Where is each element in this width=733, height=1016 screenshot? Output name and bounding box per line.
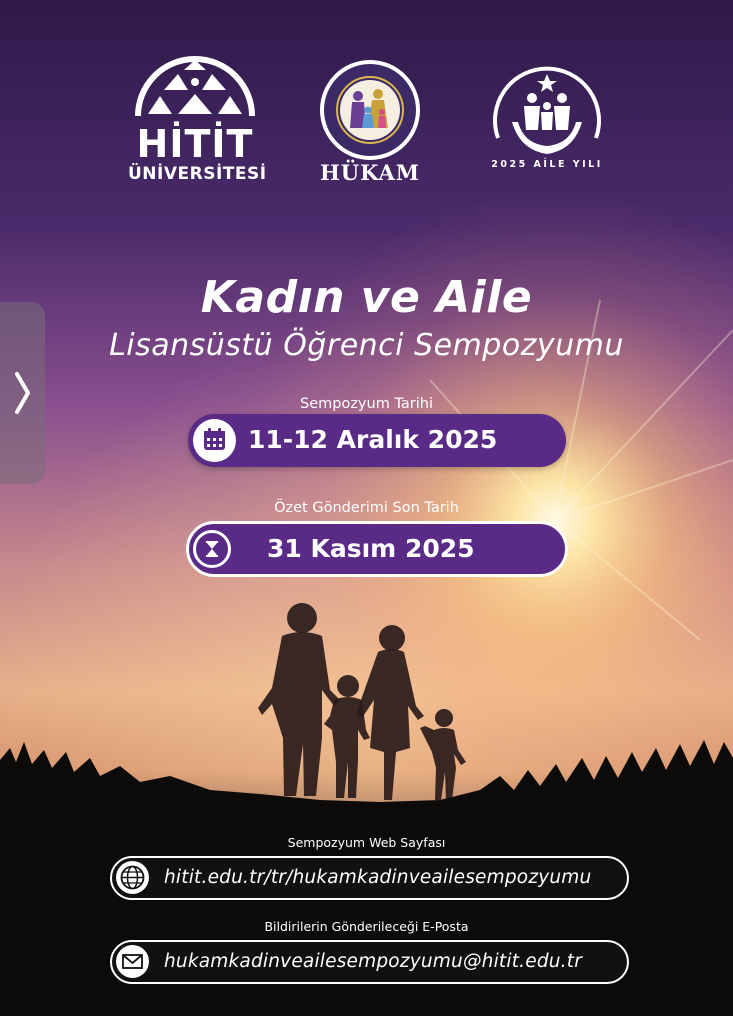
- website-link[interactable]: [110, 856, 629, 900]
- envelope-icon: [116, 945, 149, 978]
- hourglass-icon: [193, 530, 231, 568]
- next-page-tab[interactable]: [0, 302, 45, 484]
- aile-yili-caption: 2025 AİLE YILI: [491, 159, 603, 170]
- website-label: Sempozyum Web Sayfası: [287, 835, 446, 850]
- chevron-right-icon: [12, 370, 32, 416]
- event-subtitle: Lisansüstü Öğrenci Sempozyumu: [109, 328, 624, 363]
- hitit-logo-subtitle: ÜNİVERSİTESİ: [128, 164, 267, 184]
- abstract-deadline-label: Özet Gönderimi Son Tarih: [274, 500, 459, 516]
- symposium-date-label: Sempozyum Tarihi: [300, 396, 433, 412]
- event-title: Kadın ve Aile: [200, 272, 533, 323]
- hukam-logo-name: HÜKAM: [319, 160, 421, 185]
- hukam-seal-icon: [318, 58, 422, 162]
- symposium-date-value: 11-12 Aralık 2025: [248, 425, 498, 454]
- abstract-deadline-value: 31 Kasım 2025: [267, 534, 475, 563]
- hitit-dome-logo-icon: [134, 56, 256, 118]
- website-url[interactable]: hitit.edu.tr/tr/hukamkadinveailesempozyumu: [164, 867, 592, 888]
- hitit-logo-name: HİTİT: [136, 122, 254, 166]
- calendar-icon: [193, 419, 236, 462]
- abstract-deadline-pill: [186, 521, 568, 577]
- email-link[interactable]: [110, 940, 629, 984]
- email-address[interactable]: hukamkadinveailesempozyumu@hitit.edu.tr: [164, 951, 583, 972]
- email-label: Bildirilerin Gönderileceği E-Posta: [264, 919, 469, 934]
- symposium-date-pill: [188, 414, 566, 467]
- globe-icon: [116, 861, 149, 894]
